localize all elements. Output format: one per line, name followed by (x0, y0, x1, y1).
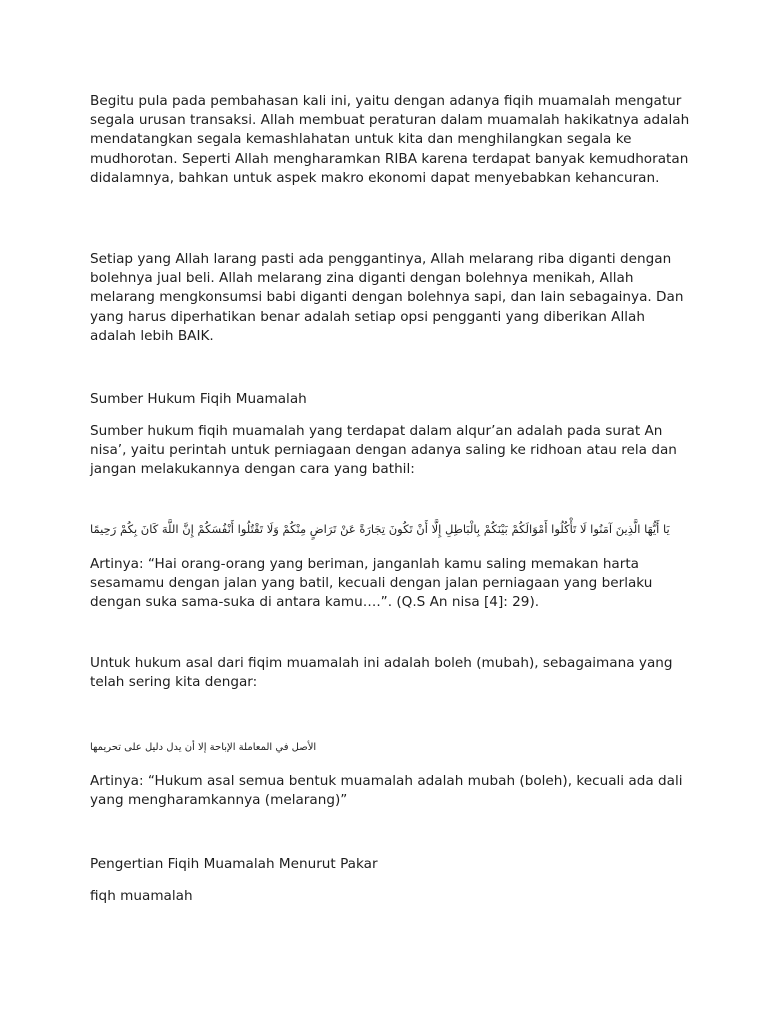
paragraph-replacement: Setiap yang Allah larang pasti ada penggantinya, Allah melarang riba diganti dengan bolehnya jual beli. Allah melarang zina diganti dengan bolehnya menikah, Allah melarang mengkonsumsi babi diganti dengan bolehnya sapi, dan lain sebagainya. Dan yang harus diperhatikan benar adalah setiap opsi pengganti yang diberikan Allah adalah lebih BAIK. (90, 251, 684, 344)
arabic-maxim: الأصل في المعاملة الإباحة إلا أن يدل دليل على تحريمها (90, 742, 317, 753)
subheading-fiqh-muamalah: fiqh muamalah (90, 888, 193, 904)
paragraph-intro: Begitu pula pada pembahasan kali ini, yaitu dengan adanya fiqih muamalah mengatur segala urusan transaksi. Allah membuat peraturan dalam muamalah hakikatnya adalah mendatangkan segala kemashlahatan untuk kita dan menghilangkan segala ke mudhorotan. Seperti Allah mengharamkan RIBA karena terdapat banyak kemudhoratan didalamnya, bahkan untuk aspek makro ekonomi dapat menyebabkan kehancuran. (90, 93, 690, 186)
paragraph-verse-translation: Artinya: “Hai orang-orang yang beriman, janganlah kamu saling memakan harta sesamamu dengan jalan yang batil, kecuali dengan jalan perniagaan yang berlaku dengan suka sama-suka di antara kamu….”. (Q.S An nisa [4]: 29). (90, 556, 653, 611)
paragraph-hukum-asal: Untuk hukum asal dari fiqim muamalah ini adalah boleh (mubah), sebagaimana yang telah sering kita dengar: (90, 655, 673, 691)
paragraph-maxim-translation: Artinya: “Hukum asal semua bentuk muamalah adalah mubah (boleh), kecuali ada dali yang mengharamkannya (melarang)” (90, 773, 683, 809)
heading-pengertian: Pengertian Fiqih Muamalah Menurut Pakar (90, 856, 378, 872)
arabic-verse: يَا أَيُّهَا الَّذِينَ آمَنُوا لَا تَأْكُلُوا أَمْوَالَكُمْ بَيْنَكُمْ بِالْبَاطِلِ إِلَّا أَنْ تَكُونَ تِجَارَةً عَنْ تَرَاضٍ مِنْكُمْ وَلَا تَقْتُلُوا أَنْفُسَكُمْ إِنَّ اللَّهَ كَانَ بِكُمْ رَحِيمًا (90, 522, 670, 536)
paragraph-sumber-hukum: Sumber hukum fiqih muamalah yang terdapat dalam alqur’an adalah pada surat An nisa’, yaitu perintah untuk perniagaan dengan adanya saling ke ridhoan atau rela dan jangan melakukannya dengan cara yang bathil: (90, 423, 677, 478)
heading-sumber-hukum: Sumber Hukum Fiqih Muamalah (90, 391, 307, 407)
